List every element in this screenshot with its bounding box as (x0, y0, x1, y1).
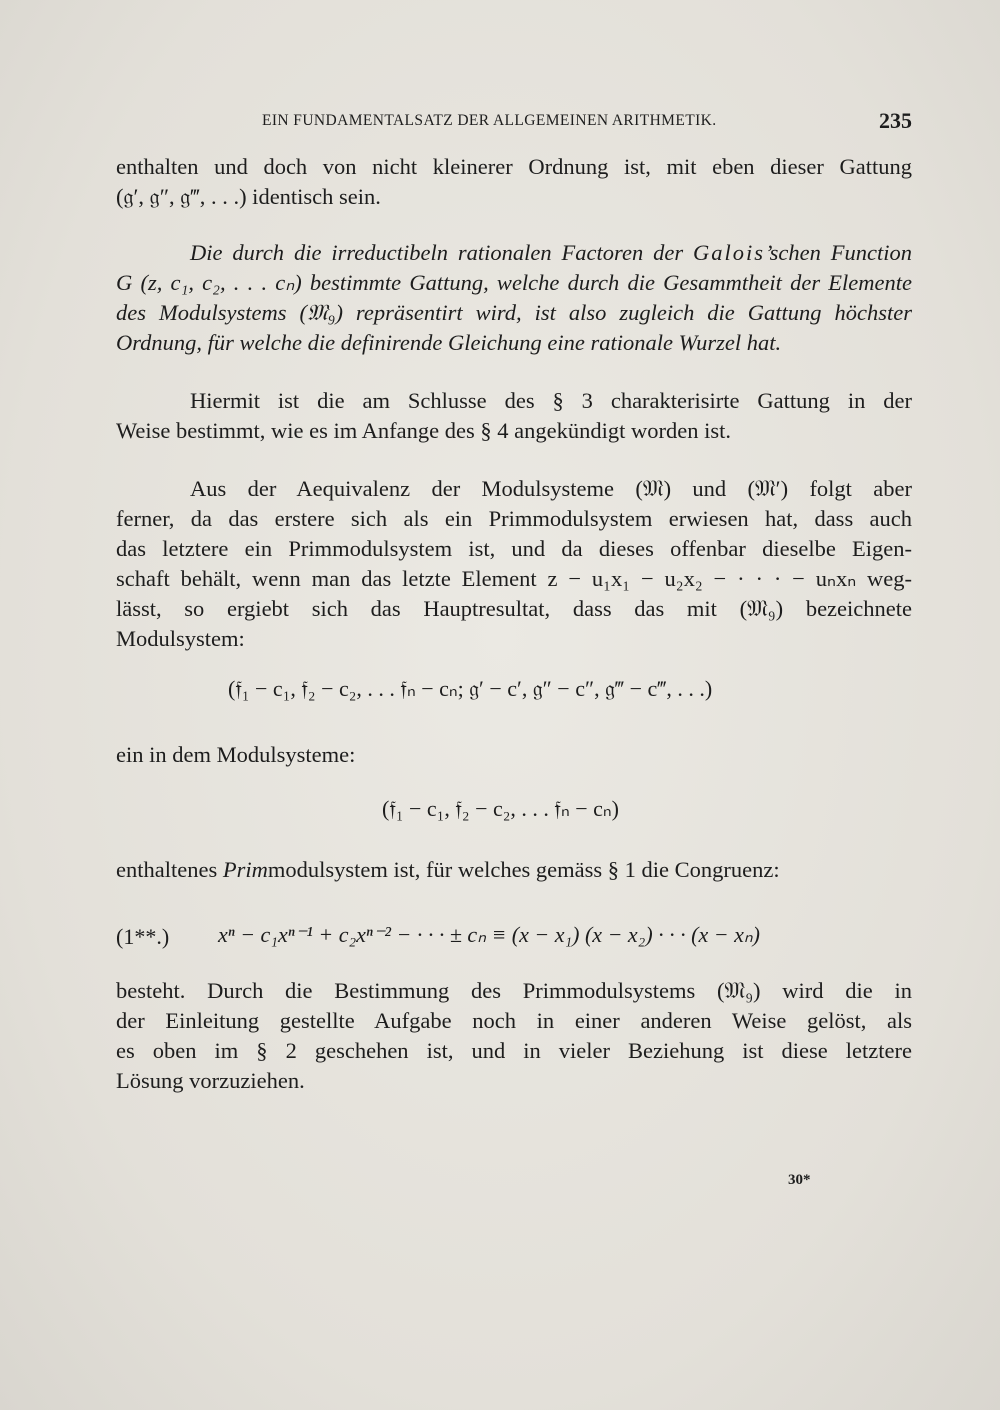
text-line: Aus der Aequivalenz der Modulsysteme (𝔐) und (𝔐′) folgt aber (190, 476, 912, 501)
text-line: der Einleitung gestellte Aufgabe noch in einer anderen Weise gelöst, als (116, 1008, 912, 1033)
line-b (116, 855, 912, 885)
text-line: enthalten und doch von nicht kleinerer Ordnung ist, mit eben dieser Gattung (116, 154, 912, 179)
text-line: das letztere ein Primmodulsystem ist, und da dieses offenbar dieselbe Eigen- (116, 536, 912, 561)
galois-name: Galois (693, 240, 766, 265)
formula-modulsystem-2: (𝔣₁ − c₁, 𝔣₂ − c₂, . . . 𝔣ₙ − cₙ) (382, 796, 619, 821)
equation-label: (1**.) (116, 924, 170, 949)
text-line: schaft behält, wenn man das letzte Element z − u₁x₁ − u₂x₂ − · · · − uₙxₙ weg- (116, 566, 912, 591)
paragraph-4 (116, 474, 912, 654)
text-line: ein in dem Modulsysteme: (116, 742, 356, 767)
page-header (116, 108, 912, 142)
running-head: EIN FUNDAMENTALSATZ DER ALLGEMEINEN ARITHMETIK. (262, 112, 717, 129)
text-segment: enthaltenes (116, 857, 223, 882)
paragraph-3 (116, 386, 912, 446)
equation-body: xⁿ − c₁xⁿ⁻¹ + c₂xⁿ⁻² − · · · ± cₙ ≡ (x − x₁) (x − x₂) · · · (x − xₙ) (218, 922, 760, 947)
text-line: (𝔤′, 𝔤″, 𝔤‴, . . .) identisch sein. (116, 184, 381, 209)
text-line (116, 238, 912, 268)
text-line: Lösung vorzuziehen. (116, 1068, 305, 1093)
text-line: lässt, so ergiebt sich das Hauptresultat, dass das mit (𝔐₉) bezeichnete (116, 596, 912, 621)
text-segment: Die durch die irreductibeln rationalen Factoren der (190, 240, 694, 265)
text-line: es oben im § 2 geschehen ist, und in vieler Beziehung ist diese letztere (116, 1038, 912, 1063)
text-line (116, 855, 912, 885)
text-line: ferner, da das erstere sich als ein Primmodulsystem erwiesen hat, dass auch (116, 506, 912, 531)
paragraph-1 (116, 152, 912, 212)
text-line: Modulsystem: (116, 626, 245, 651)
signature-mark: 30* (788, 1172, 811, 1188)
paragraph-5 (116, 976, 912, 1096)
theorem-paragraph (116, 238, 912, 358)
text-segment-italic: Prim (222, 857, 268, 882)
page-number: 235 (879, 108, 912, 133)
text-line: des Modulsystems (𝔐₉) repräsentirt wird, ist also zugleich die Gattung höchster (116, 300, 912, 325)
text-line: G (z, c₁, c₂, . . . cₙ) bestimmte Gattung, welche durch die Gesammtheit der Elemente (116, 270, 912, 295)
line-a (116, 740, 912, 770)
text-segment: ’schen Function (765, 240, 912, 265)
text-line: Weise bestimmt, wie es im Anfange des § 4 angekündigt worden ist. (116, 418, 731, 443)
text-line: Ordnung, für welche die definirende Gleichung eine rationale Wurzel hat. (116, 330, 782, 355)
text-segment: modulsystem ist, für welches gemäss § 1 die Congruenz: (267, 857, 780, 882)
text-line: besteht. Durch die Bestimmung des Primmodulsystems (𝔐₉) wird die in (116, 978, 912, 1003)
formula-modulsystem-1: (𝔣₁ − c₁, 𝔣₂ − c₂, . . . 𝔣ₙ − cₙ; 𝔤′ − c′, 𝔤″ − c″, 𝔤‴ − c‴, . . .) (228, 676, 713, 701)
text-line: Hiermit ist die am Schlusse des § 3 charakterisirte Gattung in der (190, 388, 912, 413)
